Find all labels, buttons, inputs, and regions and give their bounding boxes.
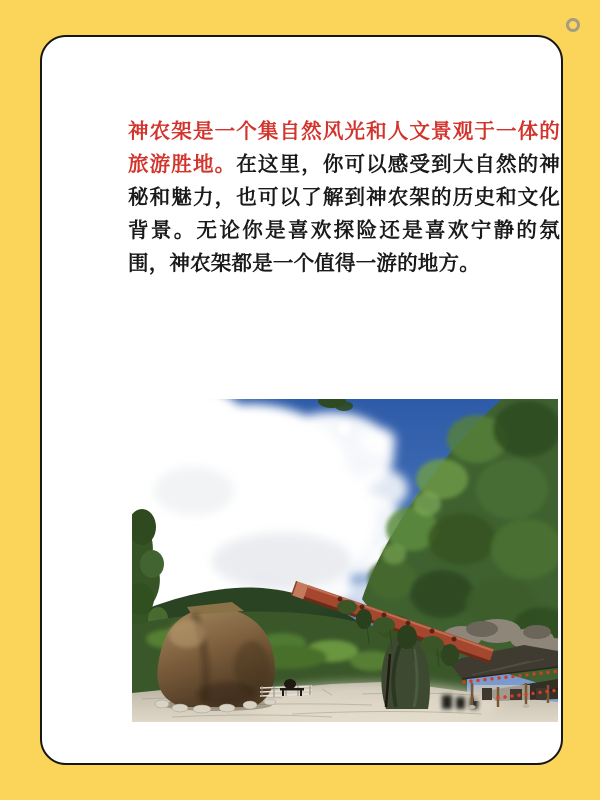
ring-icon [566,18,580,32]
intro-body-text: 在这里，你可以感受到大自然的神秘和魅力，也可以了解到神农架的历史和文化背景。无论你是喜欢探险还是喜欢宁静的氛围，神农架都是一个值得一游的地方。 [128,153,561,275]
content-card [40,35,563,765]
intro-paragraph [128,115,560,280]
scenery-illustration [132,399,558,722]
shennongjia-photo [132,399,558,722]
intro-highlight-text: 神农架是一个集自然风光和人文景观于一体的旅游胜地。 [128,120,560,176]
